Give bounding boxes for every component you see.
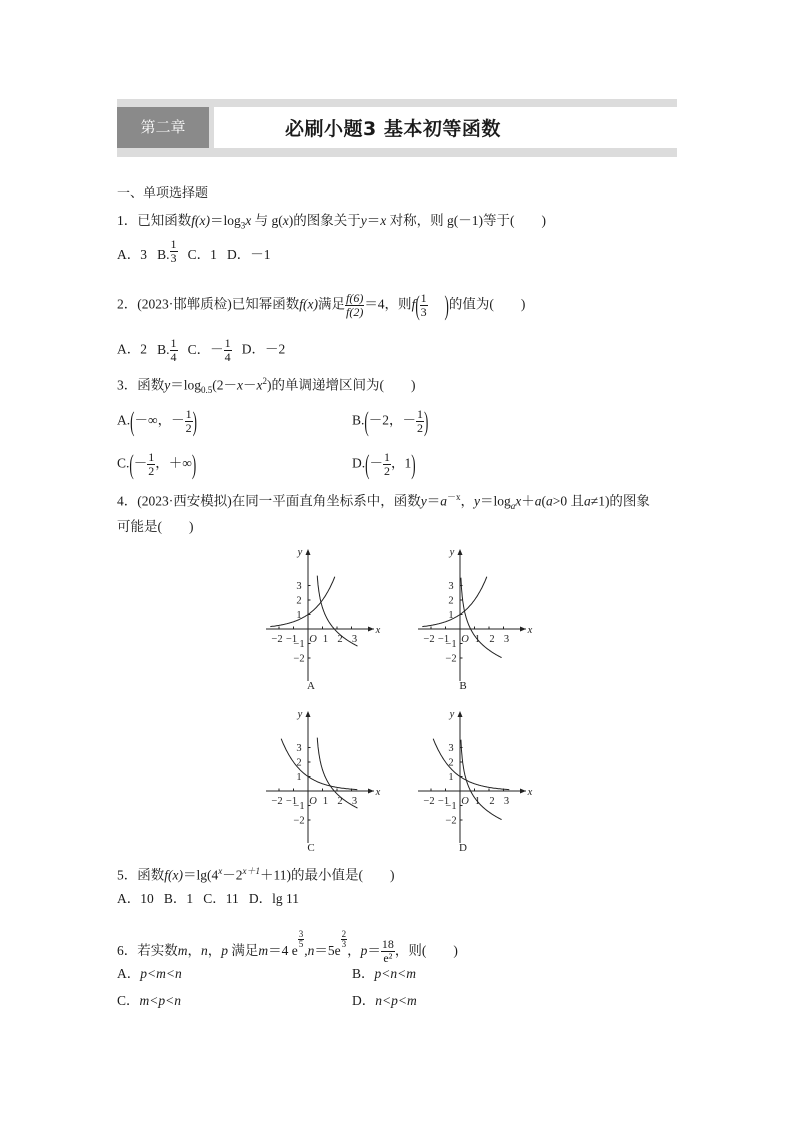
x-tick-label-A-4: 3 [351, 634, 358, 645]
q1-fx: f(x) [191, 213, 210, 228]
q2-option-c[interactable]: C．－ $\frac{1}{4}$ [187, 336, 231, 364]
y-tick-label-D-2: 1 [448, 772, 454, 783]
y-tick-label-B-2: 1 [448, 610, 454, 621]
y-tick-label-B-0: 3 [448, 581, 454, 592]
question-6-stem: 6．若实数m，n，p 满足m＝4 e $\frac{3}{5}$ ,n＝5e $\frac{2}{3}$ ，p＝ $\frac{18}{\text{e²}}$ ，则( ) [117, 929, 458, 966]
y-label-B: y [449, 547, 455, 558]
question-3-stem [117, 372, 416, 399]
x-tick-label-B-0: −2 [423, 634, 435, 645]
q1-x: x [245, 213, 252, 228]
x-tick-label-B-3: 2 [489, 634, 495, 645]
q3-option-b[interactable]: B.(－2，－ $\frac{1}{2}$ ) [352, 404, 429, 437]
q2-fx: f(x) [299, 296, 318, 312]
section-heading: 一、单项选择题 [117, 186, 209, 201]
x-tick-label-A-3: 2 [337, 634, 343, 645]
q1-y: y [360, 213, 367, 228]
y-arrow-B [458, 549, 463, 555]
y-tick-label-C-2: 1 [296, 772, 302, 783]
graph-label-B: B [459, 680, 467, 692]
y-tick-label-A-0: 3 [296, 581, 302, 592]
chapter-tag: 第二章 [117, 107, 209, 148]
question-5-stem: 5．函数$f(x)=\lg(4^x-2^{x+1}+11)$的最小值是( ) [117, 866, 395, 883]
q1-text4: 对称，则 g(－1)等于( ) [386, 213, 546, 228]
q2-option-d[interactable]: D．－2 [241, 341, 286, 357]
q6-option-d[interactable]: D．n<p<m [352, 993, 417, 1008]
q3-x2: x [256, 377, 263, 393]
q1-x3: x [380, 213, 387, 228]
x-tick-label-D-1: −1 [437, 796, 450, 807]
q1-base: 3 [240, 220, 246, 231]
q1-option-a[interactable]: A．3 [117, 247, 147, 262]
q6-option-b[interactable]: B．p<n<m [352, 966, 416, 981]
q3-paren: (2－ [212, 377, 238, 393]
q2-text2: 满足 [317, 296, 345, 312]
y-label-A: y [297, 547, 303, 558]
x-tick-label-C-2: 1 [322, 796, 329, 807]
y-tick-label-C-0: 3 [296, 743, 302, 754]
question-4-stem: 4．(2023·西安模拟)在同一平面直角坐标系中，函数$y=a^{-x}$，$y=\log_ax+a(a>0$ 且a≠1)的图象 [117, 492, 650, 512]
x-arrow-A [368, 627, 374, 632]
q2-f: f [411, 296, 416, 312]
x-tick-label-A-2: 1 [322, 634, 329, 645]
y-tick-label-A-4: −2 [293, 653, 305, 665]
log-curve-D [461, 740, 502, 820]
q5-option-c[interactable]: C．11 [203, 891, 239, 906]
y-tick-label-B-1: 2 [448, 595, 454, 607]
q2-arg: $\frac{1}{3}$ [420, 291, 427, 319]
origin-A: O [309, 634, 317, 645]
x-tick-label-C-0: −2 [271, 796, 283, 807]
q1-text2: 与 g( [251, 213, 283, 228]
y-tick-label-C-3: −1 [293, 801, 305, 812]
y-tick-label-D-0: 3 [448, 743, 454, 754]
q1-text: 1．已知函数 [117, 213, 192, 228]
x-label-C: x [375, 787, 381, 798]
question-1-options [117, 237, 271, 266]
q1-option-b[interactable]: B. $\frac{1}{3}$ [157, 237, 177, 266]
y-tick-label-C-1: 2 [296, 757, 302, 769]
exp-curve-A [270, 577, 335, 627]
q1-x2: x [282, 213, 289, 228]
x-tick-label-C-4: 3 [351, 796, 358, 807]
y-tick-label-D-1: 2 [448, 757, 454, 769]
question-2-options [117, 337, 285, 364]
x-arrow-C [368, 789, 374, 794]
x-tick-label-A-0: −2 [271, 634, 283, 645]
graph-label-C: C [307, 842, 315, 854]
q3-log: ＝log [170, 377, 202, 393]
y-tick-label-A-3: −1 [293, 639, 305, 650]
y-tick-label-B-3: −1 [445, 639, 457, 650]
y-arrow-C [306, 711, 311, 717]
question-2-stem: 2．(2023·邯郸质检)已知幂函数f(x)满足 $\frac{f(6)}{f(2)}$ ＝4，则f( $\frac{1}{3}$ )的值为( ) [117, 288, 526, 321]
q6-option-a[interactable]: A．p<m<n [117, 966, 182, 981]
y-label-C: y [297, 709, 303, 720]
q1-log: ＝log [209, 213, 241, 228]
exp-curve-B [422, 577, 487, 627]
x-tick-label-D-0: −2 [423, 796, 435, 807]
q1-option-d[interactable]: D．－1 [227, 247, 271, 262]
x-tick-label-A-1: −1 [285, 634, 298, 645]
x-arrow-B [520, 627, 526, 632]
x-label-B: x [527, 625, 533, 636]
q3-x: x [237, 377, 244, 393]
q2-text4: 的值为( ) [448, 296, 526, 312]
q5-option-a[interactable]: A．10 [117, 891, 154, 906]
y-arrow-A [306, 549, 311, 555]
x-label-A: x [375, 625, 381, 636]
x-tick-label-D-2: 1 [474, 796, 481, 807]
q3-y: y [164, 377, 171, 393]
q3-option-a[interactable]: A.(－∞，－ $\frac{1}{2}$ ) [117, 404, 197, 437]
x-tick-label-B-1: −1 [437, 634, 450, 645]
q3-text: 3．函数 [117, 377, 165, 393]
x-tick-label-D-4: 3 [503, 796, 510, 807]
q2-option-a[interactable]: A．2 [117, 341, 147, 357]
q2-ratio: $\frac{f(6)}{f(2)}$ [345, 291, 364, 319]
q1-option-c[interactable]: C．1 [187, 247, 217, 262]
q3-minus: － [243, 377, 257, 393]
q3-exp: 2 [262, 376, 268, 386]
x-tick-label-C-3: 2 [337, 796, 343, 807]
y-arrow-D [458, 711, 463, 717]
x-tick-label-B-2: 1 [474, 634, 481, 645]
q1-eq: ＝ [366, 213, 381, 228]
question-4-stem-line2: 可能是( ) [117, 519, 194, 534]
q5-option-b[interactable]: B．1 [163, 891, 194, 906]
q1-text3: )的图象关于 [288, 213, 361, 228]
graph-label-A: A [307, 680, 315, 692]
y-tick-label-B-4: −2 [445, 653, 457, 665]
q3-option-c[interactable]: C.(－ $\frac{1}{2}$ ，＋∞) [117, 447, 197, 480]
y-tick-label-D-4: −2 [445, 815, 457, 827]
x-tick-label-C-1: −1 [285, 796, 298, 807]
x-tick-label-D-3: 2 [489, 796, 495, 807]
q6-option-c[interactable]: C．m<p<n [117, 993, 181, 1008]
q3-option-d[interactable]: D.(－ $\frac{1}{2}$ ，1) [352, 447, 416, 480]
y-tick-label-A-2: 1 [296, 610, 302, 621]
x-arrow-D [520, 789, 526, 794]
q4-text: 4．(2023·西安模拟)在同一平面直角坐标系中，函数 [117, 493, 421, 509]
y-tick-label-A-1: 2 [296, 595, 302, 607]
x-label-D: x [527, 787, 533, 798]
x-tick-label-B-4: 3 [503, 634, 510, 645]
y-tick-label-C-4: −2 [293, 815, 305, 827]
exp-curve-D [433, 739, 509, 790]
q5-option-d[interactable]: D．lg 11 [248, 891, 300, 906]
q2-text: 2．(2023·邯郸质检)已知幂函数 [117, 296, 300, 312]
q2-text3: ＝4，则 [364, 296, 412, 312]
page-title: 必刷小题3 基本初等函数 [285, 118, 501, 140]
exp-curve-C [281, 739, 357, 790]
origin-D: O [461, 796, 469, 807]
graph-label-D: D [459, 842, 467, 854]
q3-base: 0.5 [201, 385, 213, 396]
question-1-stem [117, 212, 546, 235]
y-tick-label-D-3: −1 [445, 801, 457, 812]
q3-text2: )的单调递增区间为( ) [267, 377, 416, 393]
q4-graphs [262, 545, 537, 855]
question-5-options [117, 890, 299, 908]
origin-C: O [309, 796, 317, 807]
origin-B: O [461, 634, 469, 645]
q2-option-b[interactable]: B. $\frac{1}{4}$ [157, 336, 177, 364]
y-label-D: y [449, 709, 455, 720]
